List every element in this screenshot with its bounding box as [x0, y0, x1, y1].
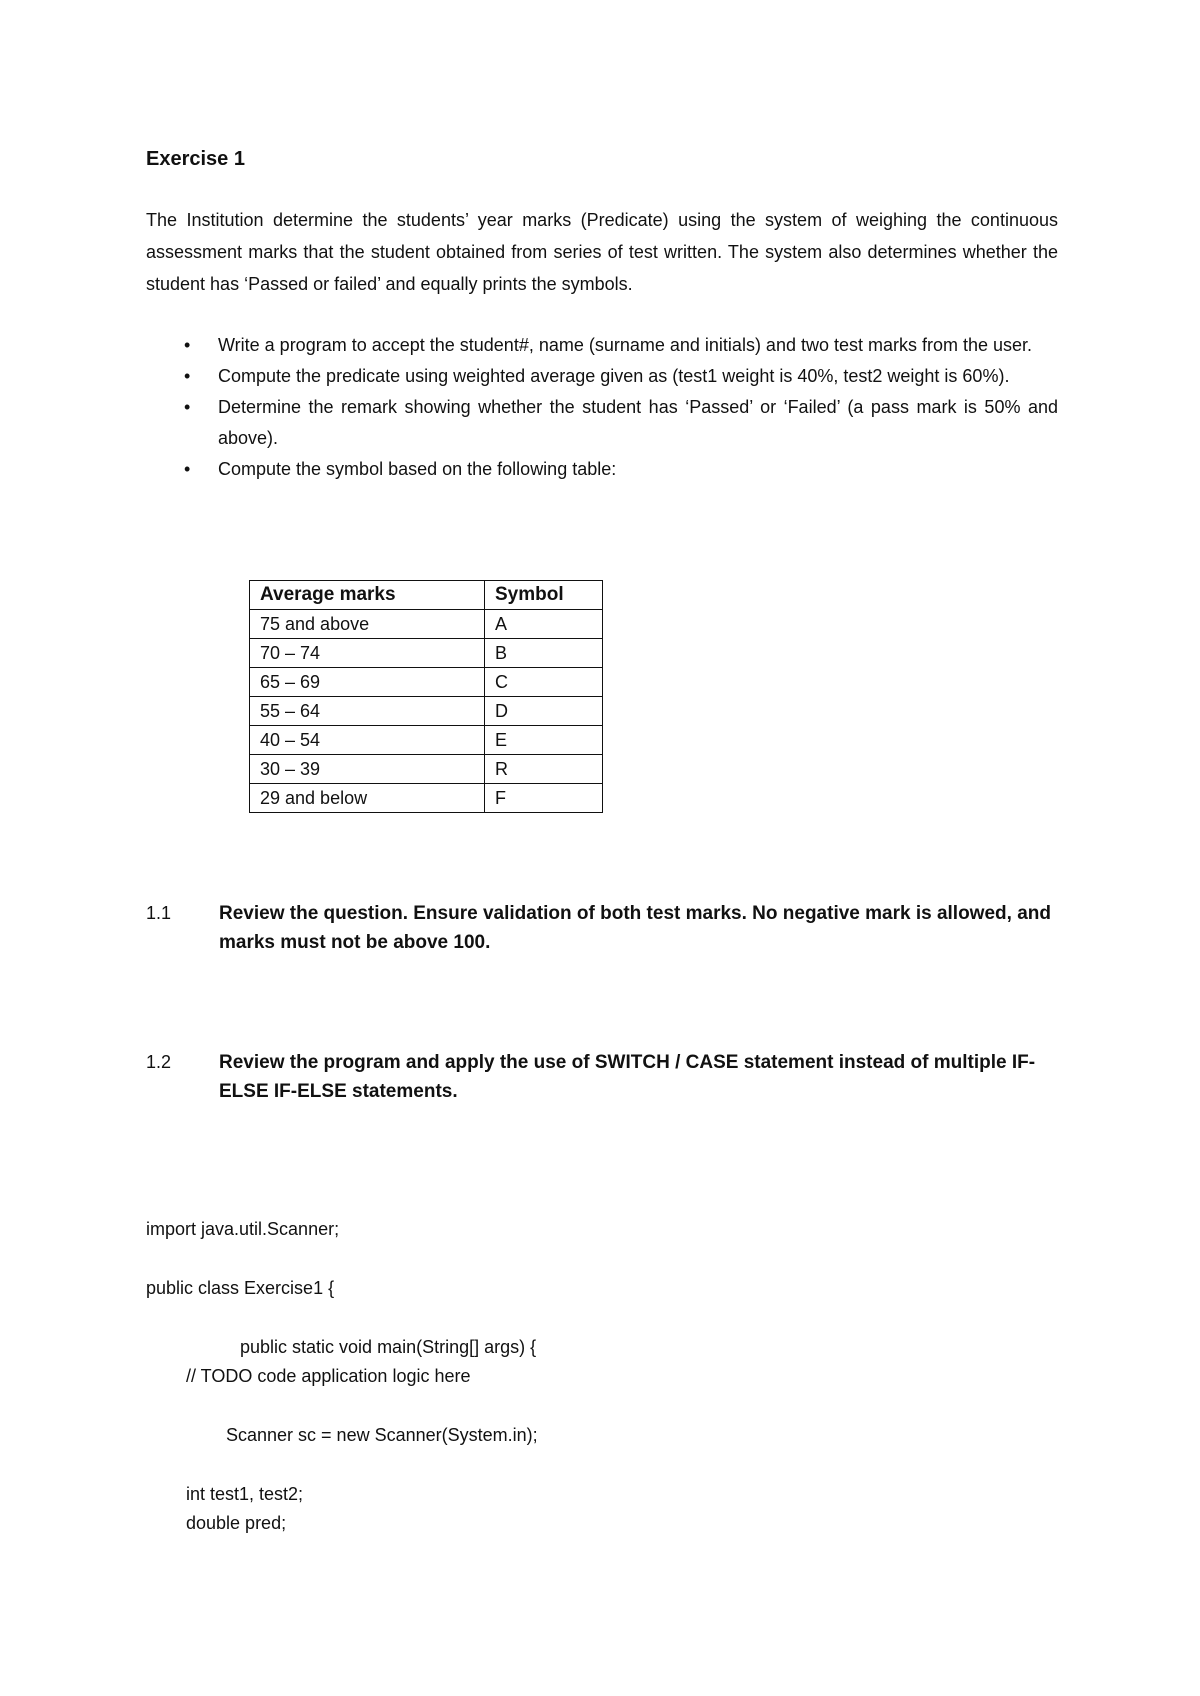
average-marks-cell: 55 – 64 — [250, 697, 485, 726]
symbol-cell: E — [485, 726, 603, 755]
average-marks-cell: 75 and above — [250, 610, 485, 639]
table-row — [250, 610, 603, 639]
question-1-2 — [146, 1048, 1058, 1106]
requirements-list — [146, 330, 1058, 485]
symbol-cell: D — [485, 697, 603, 726]
question-1-1 — [146, 899, 1058, 957]
symbol-table — [249, 580, 603, 813]
requirement-item — [146, 454, 1058, 485]
symbol-cell: C — [485, 668, 603, 697]
table-header-row — [250, 581, 603, 610]
code-line-class-decl: public class Exercise1 { — [146, 1278, 335, 1298]
average-marks-cell: 29 and below — [250, 784, 485, 813]
question-number: 1.1 — [146, 903, 172, 923]
table-row — [250, 784, 603, 813]
question-number: 1.2 — [146, 1052, 172, 1072]
table-row — [250, 726, 603, 755]
code-line-scanner: Scanner sc = new Scanner(System.in); — [226, 1425, 538, 1445]
bullet-icon: • — [184, 366, 191, 386]
requirement-item — [146, 330, 1058, 361]
table-row — [250, 755, 603, 784]
code-line-int-decl: int test1, test2; — [186, 1484, 304, 1504]
requirement-text: Determine the remark showing whether the student has ‘Passed’ or ‘Failed’ (a pass mark is 50% and above). — [218, 397, 1058, 448]
average-marks-cell: 65 – 69 — [250, 668, 485, 697]
average-marks-cell: 70 – 74 — [250, 639, 485, 668]
intro-paragraph: The Institution determine the students’ year marks (Predicate) using the system of weighing the continuous assessment marks that the student obtained from series of test written. The system also determines whether the student has ‘Passed or failed’ and equally prints the symbols. — [146, 210, 1058, 294]
code-line-double-decl: double pred; — [186, 1513, 287, 1533]
table-row — [250, 668, 603, 697]
symbol-cell: B — [485, 639, 603, 668]
requirement-item — [146, 361, 1058, 392]
table-row — [250, 697, 603, 726]
question-text: Review the question. Ensure validation of both test marks. No negative mark is allowed, and marks must not be above 100. — [219, 903, 1051, 953]
bullet-icon: • — [184, 335, 191, 355]
average-marks-cell: 30 – 39 — [250, 755, 485, 784]
table-header-symbol: Symbol — [485, 581, 603, 610]
exercise-title: Exercise 1 — [146, 148, 245, 170]
code-line-main-decl: public static void main(String[] args) { — [240, 1337, 537, 1357]
bullet-icon: • — [184, 459, 191, 479]
question-text: Review the program and apply the use of SWITCH / CASE statement instead of multiple IF-ELSE IF-ELSE statements. — [219, 1052, 1036, 1102]
requirement-item — [146, 392, 1058, 454]
symbol-cell: R — [485, 755, 603, 784]
average-marks-cell: 40 – 54 — [250, 726, 485, 755]
table-row — [250, 639, 603, 668]
symbol-cell: A — [485, 610, 603, 639]
requirement-text: Compute the predicate using weighted average given as (test1 weight is 40%, test2 weight is 60%). — [218, 366, 1010, 386]
symbol-cell: F — [485, 784, 603, 813]
table-header-average-marks: Average marks — [250, 581, 485, 610]
code-line-todo-comment: // TODO code application logic here — [186, 1366, 471, 1386]
requirement-text: Compute the symbol based on the following table: — [218, 459, 617, 479]
bullet-icon: • — [184, 397, 191, 417]
code-line-import: import java.util.Scanner; — [146, 1219, 340, 1239]
requirement-text: Write a program to accept the student#, name (surname and initials) and two test marks from the user. — [218, 335, 1033, 355]
